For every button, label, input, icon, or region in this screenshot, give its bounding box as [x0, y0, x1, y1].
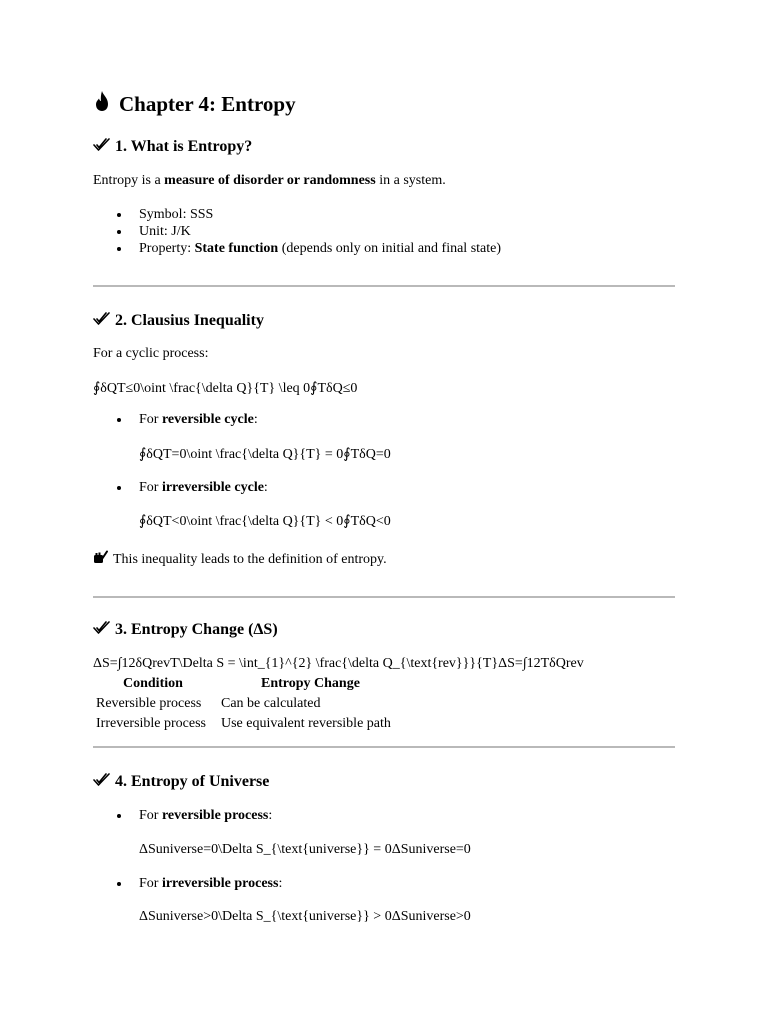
section-1-heading: [93, 137, 252, 157]
note-text: This inequality leads to the definition of entropy.: [113, 551, 387, 567]
cyclic-process-intro: For a cyclic process:: [93, 346, 209, 361]
table-header-condition: Condition: [123, 676, 183, 691]
bullet-dot: [117, 814, 121, 818]
list-item-irreversible-cycle: [139, 480, 268, 496]
entropy-change-formula: ΔS=∫12δQrevT\Delta S = \int_{1}^{2} \frac{\delta Q_{\text{rev}}}{T}ΔS=∫12TδQrev: [93, 656, 584, 671]
definition-pre: Entropy is a: [93, 173, 165, 188]
list-item-unit: Unit: J/K: [139, 224, 191, 239]
divider: [93, 285, 675, 287]
reversible-cycle-formula: ∮δQT=0\oint \frac{\delta Q}{T} = 0∮TδQ=0: [139, 447, 391, 462]
reversible-universe-formula: ΔSuniverse=0\Delta S_{\text{universe}} = 0ΔSuniverse=0: [139, 842, 471, 857]
rev-cycle-bold: reversible cycle: [161, 412, 254, 427]
bullet-dot: [117, 486, 121, 490]
definition-post: in a system.: [375, 173, 446, 188]
note-line: [93, 550, 387, 569]
property-post: (depends only on initial and final state): [278, 241, 502, 256]
list-item-irreversible-process: [139, 876, 282, 892]
list-item-reversible-cycle: [139, 412, 258, 428]
list-item-property: [139, 241, 501, 257]
check-mark-icon: [93, 311, 110, 331]
bullet-dot: [117, 213, 121, 217]
irrev-process-bold: irreversible process: [161, 876, 279, 891]
section-2-heading-text: 2. Clausius Inequality: [115, 312, 264, 329]
table-cell: Reversible process: [96, 696, 202, 711]
irreversible-universe-formula: ΔSuniverse>0\Delta S_{\text{universe}} > 0ΔSuniverse>0: [139, 909, 471, 924]
list-item-reversible-process: [139, 808, 272, 824]
irrev-cycle-pre: For: [139, 480, 162, 495]
clausius-formula: ∮δQT≤0\oint \frac{\delta Q}{T} \leq 0∮TδQ≤0: [93, 381, 358, 396]
entropy-definition: [93, 173, 446, 189]
property-pre: Property:: [139, 241, 195, 256]
section-3-heading-text: 3. Entropy Change (ΔS): [115, 621, 278, 638]
bullet-dot: [117, 230, 121, 234]
section-4-heading: [93, 772, 269, 792]
writing-hand-icon: [93, 550, 109, 569]
irrev-process-pre: For: [139, 876, 162, 891]
irrev-cycle-post: :: [263, 480, 268, 495]
bullet-dot: [117, 247, 121, 251]
list-item-symbol: Symbol: SSS: [139, 207, 214, 222]
rev-process-bold: reversible process: [161, 808, 269, 823]
definition-bold: measure of disorder or randomness: [164, 173, 376, 188]
property-bold: State function: [194, 241, 279, 256]
rev-process-pre: For: [139, 808, 162, 823]
divider: [93, 746, 675, 748]
table-header-entropy-change: Entropy Change: [261, 676, 360, 691]
irrev-cycle-bold: irreversible cycle: [161, 480, 264, 495]
rev-cycle-pre: For: [139, 412, 162, 427]
rev-cycle-post: :: [253, 412, 258, 427]
bullet-dot: [117, 418, 121, 422]
divider: [93, 596, 675, 598]
check-mark-icon: [93, 620, 110, 640]
bullet-dot: [117, 882, 121, 886]
section-2-heading: [93, 311, 264, 331]
page-title-text: Chapter 4: Entropy: [119, 91, 296, 116]
section-3-heading: [93, 620, 278, 640]
fire-icon: [93, 90, 111, 118]
check-mark-icon: [93, 137, 110, 157]
table-cell: Irreversible process: [96, 716, 207, 731]
section-4-heading-text: 4. Entropy of Universe: [115, 773, 270, 790]
table-cell: Can be calculated: [221, 696, 321, 711]
irreversible-cycle-formula: ∮δQT<0\oint \frac{\delta Q}{T} < 0∮TδQ<0: [139, 514, 391, 529]
check-mark-icon: [93, 772, 110, 792]
table-cell: Use equivalent reversible path: [221, 716, 391, 731]
rev-process-post: :: [268, 808, 273, 823]
page-title: [93, 90, 296, 118]
section-1-heading-text: 1. What is Entropy?: [115, 138, 253, 155]
irrev-process-post: :: [278, 876, 283, 891]
